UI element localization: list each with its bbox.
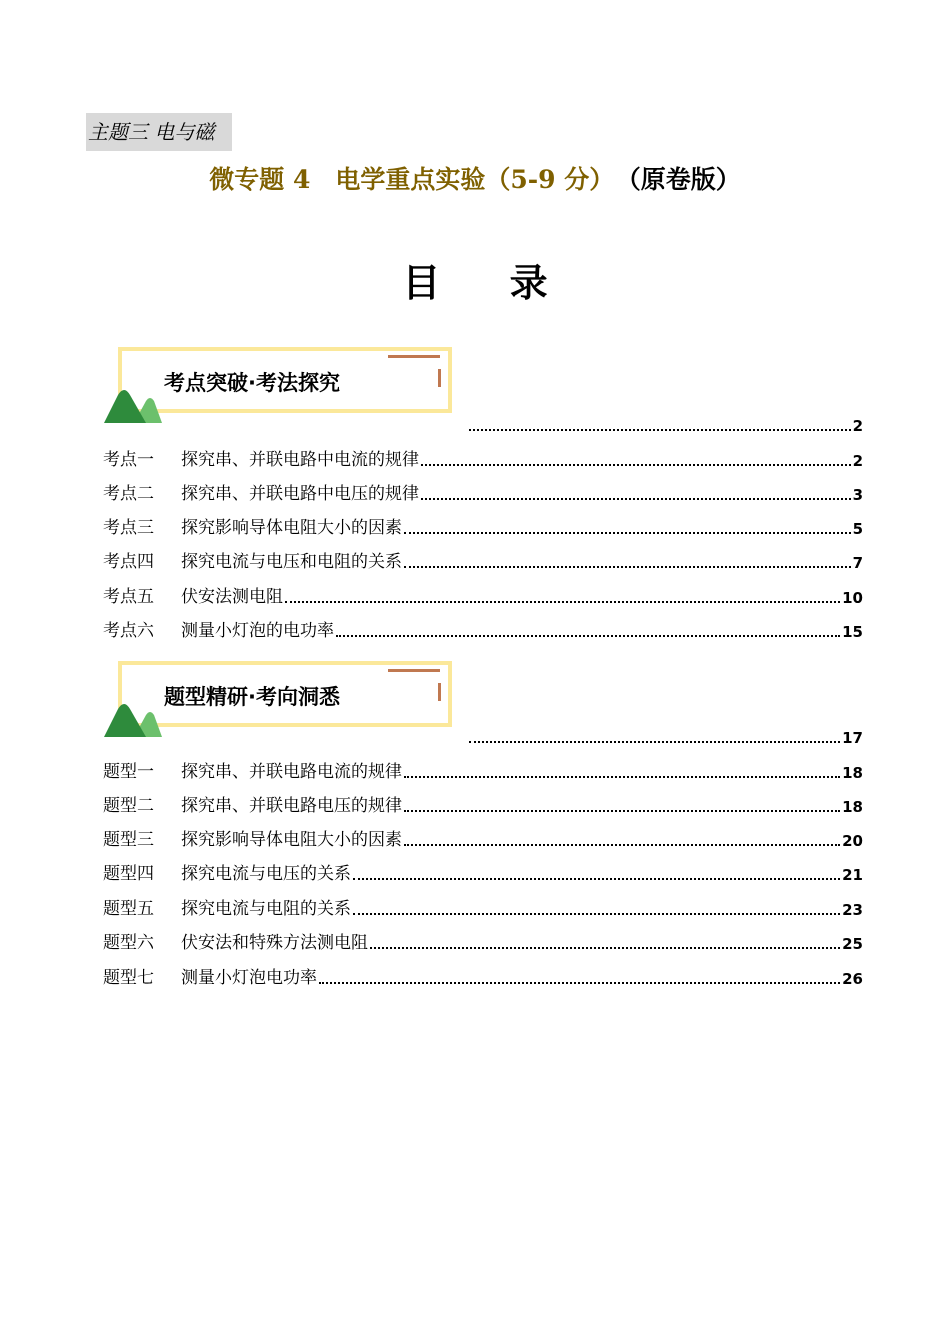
toc-entry[interactable] [103, 448, 863, 470]
toc-entry[interactable] [103, 516, 863, 538]
entry-text: 伏安法测电阻 [181, 587, 283, 607]
toc-entry[interactable] [103, 862, 863, 884]
topic-tag: 主题三 电与磁 [86, 113, 232, 151]
banner-title: 题型精研·考向洞悉 [164, 685, 340, 709]
entry-label: 考点二 [103, 484, 154, 504]
entry-text: 探究串、并联电路电压的规律 [181, 796, 402, 816]
entry-label: 题型七 [103, 968, 154, 988]
entry-label: 考点六 [103, 621, 154, 641]
entry-text: 探究影响导体电阻大小的因素 [181, 518, 402, 538]
entry-text: 探究电流与电阻的关系 [181, 899, 351, 919]
page-title [0, 160, 950, 196]
toc-entry[interactable] [103, 897, 863, 919]
dot-leader [336, 634, 840, 637]
page-number: 23 [842, 901, 863, 919]
dot-leader [404, 531, 851, 534]
page-number: 25 [842, 935, 863, 953]
toc-entry[interactable] [103, 794, 863, 816]
entry-label: 考点五 [103, 587, 154, 607]
dot-leader [421, 463, 851, 466]
toc-entry[interactable] [103, 760, 863, 782]
entry-label: 题型二 [103, 796, 154, 816]
dot-leader [353, 877, 840, 880]
title-main: 微专题 4 电学重点实验（5-9 分） [209, 165, 615, 194]
dot-leader [404, 775, 840, 778]
banner-accent-line [388, 669, 440, 672]
page-number: 5 [852, 520, 863, 538]
entry-label: 题型一 [103, 762, 154, 782]
entry-label: 题型五 [103, 899, 154, 919]
banner-title: 考点突破·考法探究 [164, 371, 340, 395]
entry-label: 考点四 [103, 552, 154, 572]
banner-accent-line [388, 355, 440, 358]
dot-leader [285, 600, 840, 603]
hills-icon [104, 387, 164, 423]
toc-entry[interactable] [103, 585, 863, 607]
page-number: 21 [842, 866, 863, 884]
page-number: 26 [842, 970, 863, 988]
toc-entry[interactable] [103, 482, 863, 504]
page-number: 10 [842, 589, 863, 607]
entry-text: 探究影响导体电阻大小的因素 [181, 830, 402, 850]
toc-section-entry-1[interactable] [467, 413, 863, 435]
toc-entry[interactable] [103, 966, 863, 988]
page-number: 20 [842, 832, 863, 850]
page-number: 2 [852, 417, 863, 435]
toc-entry[interactable] [103, 619, 863, 641]
dot-leader [404, 843, 840, 846]
section-banner-2 [104, 661, 464, 741]
toc-entry[interactable] [103, 931, 863, 953]
toc-entry[interactable] [103, 828, 863, 850]
page-number: 2 [852, 452, 863, 470]
banner-accent-tick [438, 369, 441, 387]
entry-label: 考点一 [103, 450, 154, 470]
dot-leader [469, 740, 840, 743]
entry-label: 题型六 [103, 933, 154, 953]
entry-label: 题型四 [103, 864, 154, 884]
dot-leader [421, 497, 851, 500]
page-number: 18 [842, 764, 863, 782]
dot-leader [404, 809, 840, 812]
title-suffix: （原卷版） [628, 165, 741, 194]
entry-text: 伏安法和特殊方法测电阻 [181, 933, 368, 953]
hills-icon [104, 701, 164, 737]
toc-heading: 目 录 [402, 261, 576, 305]
entry-text: 探究串、并联电路中电压的规律 [181, 484, 419, 504]
dot-leader [353, 912, 840, 915]
entry-text: 探究电流与电压的关系 [181, 864, 351, 884]
banner-accent-tick [438, 683, 441, 701]
section-banner-1 [104, 347, 464, 427]
entry-text: 探究串、并联电路电流的规律 [181, 762, 402, 782]
toc-entry[interactable] [103, 550, 863, 572]
page-number: 7 [852, 554, 863, 572]
dot-leader [370, 946, 840, 949]
dot-leader [469, 428, 851, 431]
page-number: 15 [842, 623, 863, 641]
entry-label: 考点三 [103, 518, 154, 538]
page-number: 3 [852, 486, 863, 504]
entry-text: 测量小灯泡电功率 [181, 968, 317, 988]
entry-text: 探究电流与电压和电阻的关系 [181, 552, 402, 572]
page-number: 18 [842, 798, 863, 816]
entry-text: 探究串、并联电路中电流的规律 [181, 450, 419, 470]
entry-label: 题型三 [103, 830, 154, 850]
toc-section-entry-2[interactable] [467, 725, 863, 747]
dot-leader [404, 565, 851, 568]
entry-text: 测量小灯泡的电功率 [181, 621, 334, 641]
page-number: 17 [842, 729, 863, 747]
dot-leader [319, 981, 840, 984]
